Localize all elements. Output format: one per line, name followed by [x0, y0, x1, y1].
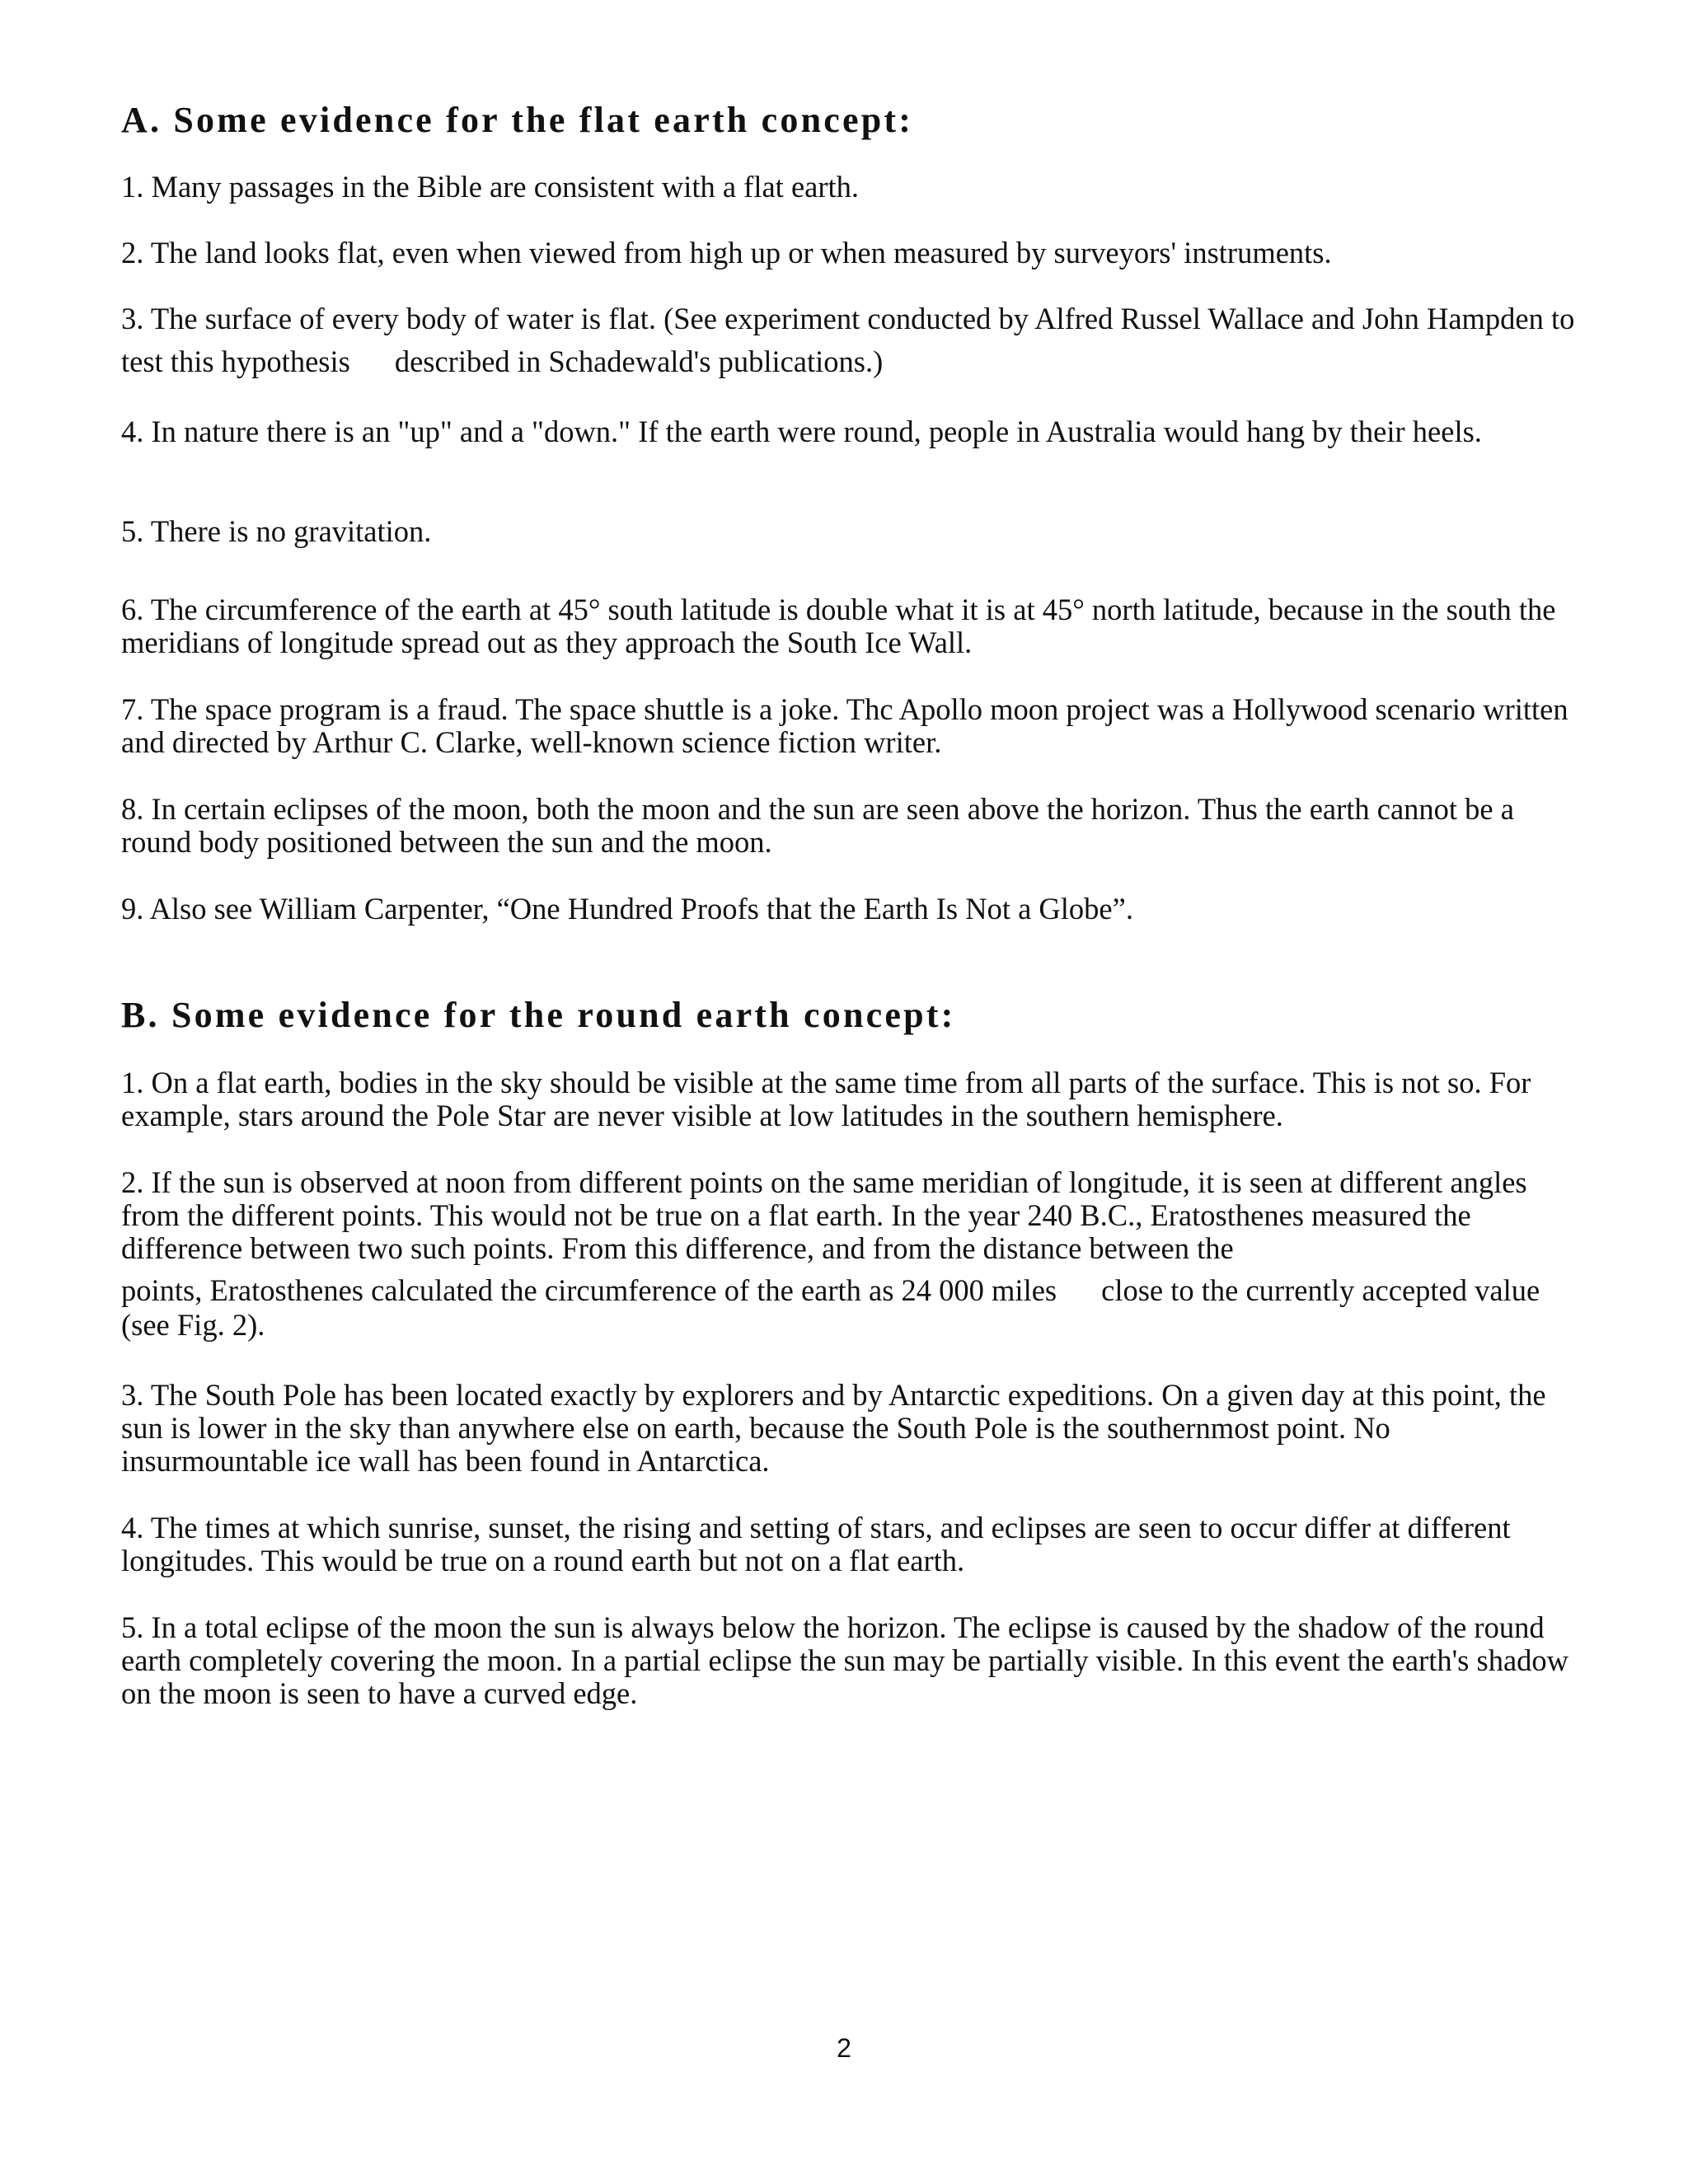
round-evidence-item-5: 5. In a total eclipse of the moon the sun is always below the horizon. The eclipse is caused by the shadow of the round earth completely covering the moon. In a partial eclipse the sun may be partially visible. In this event the earth's shadow on the moon is seen to have a curved edge.: [121, 1610, 1569, 1710]
section-b-heading: B. Some evidence for the round earth concept:: [121, 995, 956, 1035]
flat-evidence-item-5: 5. There is no gravitation.: [121, 514, 432, 548]
flat-evidence-item-4: 4. In nature there is an "up" and a "down." If the earth were round, people in Australia would hang by their heels.: [121, 415, 1482, 448]
flat-evidence-item-2: 2. The land looks flat, even when viewed from high up or when measured by surveyors' instruments.: [121, 236, 1332, 269]
flat-evidence-item-1: 1. Many passages in the Bible are consistent with a flat earth.: [121, 170, 860, 204]
round-evidence-item-2-lines: 2. If the sun is observed at noon from different points on the same meridian of longitude, it is seen at different angles from the different points. This would not be true on a flat earth. In the year 240 B.C., Eratosthenes measured the difference between two such points. From this difference, and from the distance between the: [121, 1165, 1527, 1265]
section-a-heading: A. Some evidence for the flat earth concept:: [121, 100, 914, 140]
round-evidence-item-3: 3. The South Pole has been located exactly by explorers and by Antarctic expeditions. On a given day at this point, the sun is lower in the sky than anywhere else on earth, because the South Pole is the southernmost point. No insurmountable ice wall has been found in Antarctica.: [121, 1378, 1546, 1478]
round-evidence-item-4: 4. The times at which sunrise, sunset, the rising and setting of stars, and eclipses are seen to occur differ at different longitudes. This would be true on a round earth but not on a flat earth.: [121, 1511, 1511, 1577]
flat-evidence-item-3-text-a: 3. The surface of every body of water is flat. (See experiment conducted by Alfred Russel Wallace and John Hampden to test this hypothesis: [121, 302, 1575, 378]
flat-evidence-item-9: 9. Also see William Carpenter, “One Hundred Proofs that the Earth Is Not a Globe”.: [121, 892, 1133, 926]
round-evidence-item-2-text-b: close to the currently accepted value (see Fig. 2).: [121, 1273, 1540, 1342]
round-evidence-item-1: 1. On a flat earth, bodies in the sky should be visible at the same time from all parts of the surface. This is not so. For example, stars around the Pole Star are never visible at low latitudes in the southern hemisphere.: [121, 1066, 1531, 1132]
round-evidence-item-2-text-a: points, Eratosthenes calculated the circumference of the earth as 24 000 miles: [121, 1273, 1057, 1307]
flat-evidence-item-3: [121, 298, 1580, 383]
flat-evidence-item-8: 8. In certain eclipses of the moon, both the moon and the sun are seen above the horizon. Thus the earth cannot be a round body positioned between the sun and the moon.: [121, 792, 1514, 859]
round-evidence-item-2: [121, 1166, 1580, 1343]
page-number: 2: [837, 2033, 851, 2063]
round-evidence-item-2-continued: [121, 1273, 1580, 1343]
flat-evidence-item-6: 6. The circumference of the earth at 45° south latitude is double what it is at 45° north latitude, because in the south the meridians of longitude spread out as they approach the South Ice Wall.: [121, 593, 1556, 659]
flat-evidence-item-3-text-b: described in Schadewald's publications.): [394, 344, 884, 378]
flat-evidence-item-7: 7. The space program is a fraud. The space shuttle is a joke. Thc Apollo moon project was a Hollywood scenario written and directed by Arthur C. Clarke, well-known science fiction writer.: [121, 692, 1568, 759]
